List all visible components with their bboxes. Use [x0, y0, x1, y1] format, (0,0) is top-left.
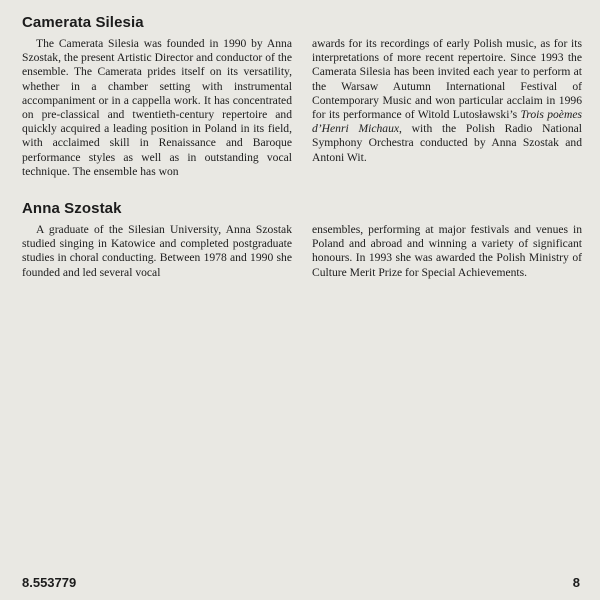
catalog-number: 8.553779: [22, 575, 77, 590]
right-column: [312, 223, 582, 280]
section-heading: Camerata Silesia: [22, 14, 144, 31]
page-footer: [22, 575, 580, 590]
section-heading: Anna Szostak: [22, 200, 122, 217]
text-columns: [22, 223, 582, 280]
section-camerata-silesia: [22, 14, 582, 179]
paragraph: [312, 37, 582, 165]
text-span: , with the Polish Radio National Symphony Orchestra conducted by Anna Szostak and Antoni Wit.: [312, 122, 582, 164]
section-anna-szostak: [22, 200, 582, 280]
left-column: [22, 223, 292, 280]
right-column: [312, 37, 582, 179]
left-column: [22, 37, 292, 179]
paragraph: A graduate of the Silesian University, Anna Szostak studied singing in Katowice and completed postgraduate studies in choral conducting. Between 1978 and 1990 she founded and led several vocal: [22, 223, 292, 279]
page-number: 8: [572, 575, 580, 590]
work-title: Trois poèmes d’Henri Michaux: [312, 108, 582, 136]
text-span: awards for its recordings of early Polish music, as for its interpretations of more recent repertoire. Since 1993 the Camerata Silesia has been invited each year to perform at the Warsaw Autumn International Festival of Contemporary Music and won particular acclaim in 1996 for its performance of Witold Lutosławski’s: [312, 37, 582, 122]
paragraph: ensembles, performing at major festivals and venues in Poland and abroad and winning a variety of significant honours. In 1993 she was awarded the Polish Ministry of Culture Merit Prize for Special Achievements.: [312, 223, 582, 279]
paragraph: The Camerata Silesia was founded in 1990 by Anna Szostak, the present Artistic Director and conductor of the ensemble. The Camerata prides itself on its versatility, whether in a chamber setting with instrumental accompaniment or in a cappella work. It has concentrated on pre-classical and twentieth-century repertoire and quickly acquired a leading position in Poland in its field, with acclaimed skill in Renaissance and Baroque performance styles as well as in outstanding vocal technique. The ensemble has won: [22, 37, 292, 178]
text-columns: [22, 37, 582, 179]
